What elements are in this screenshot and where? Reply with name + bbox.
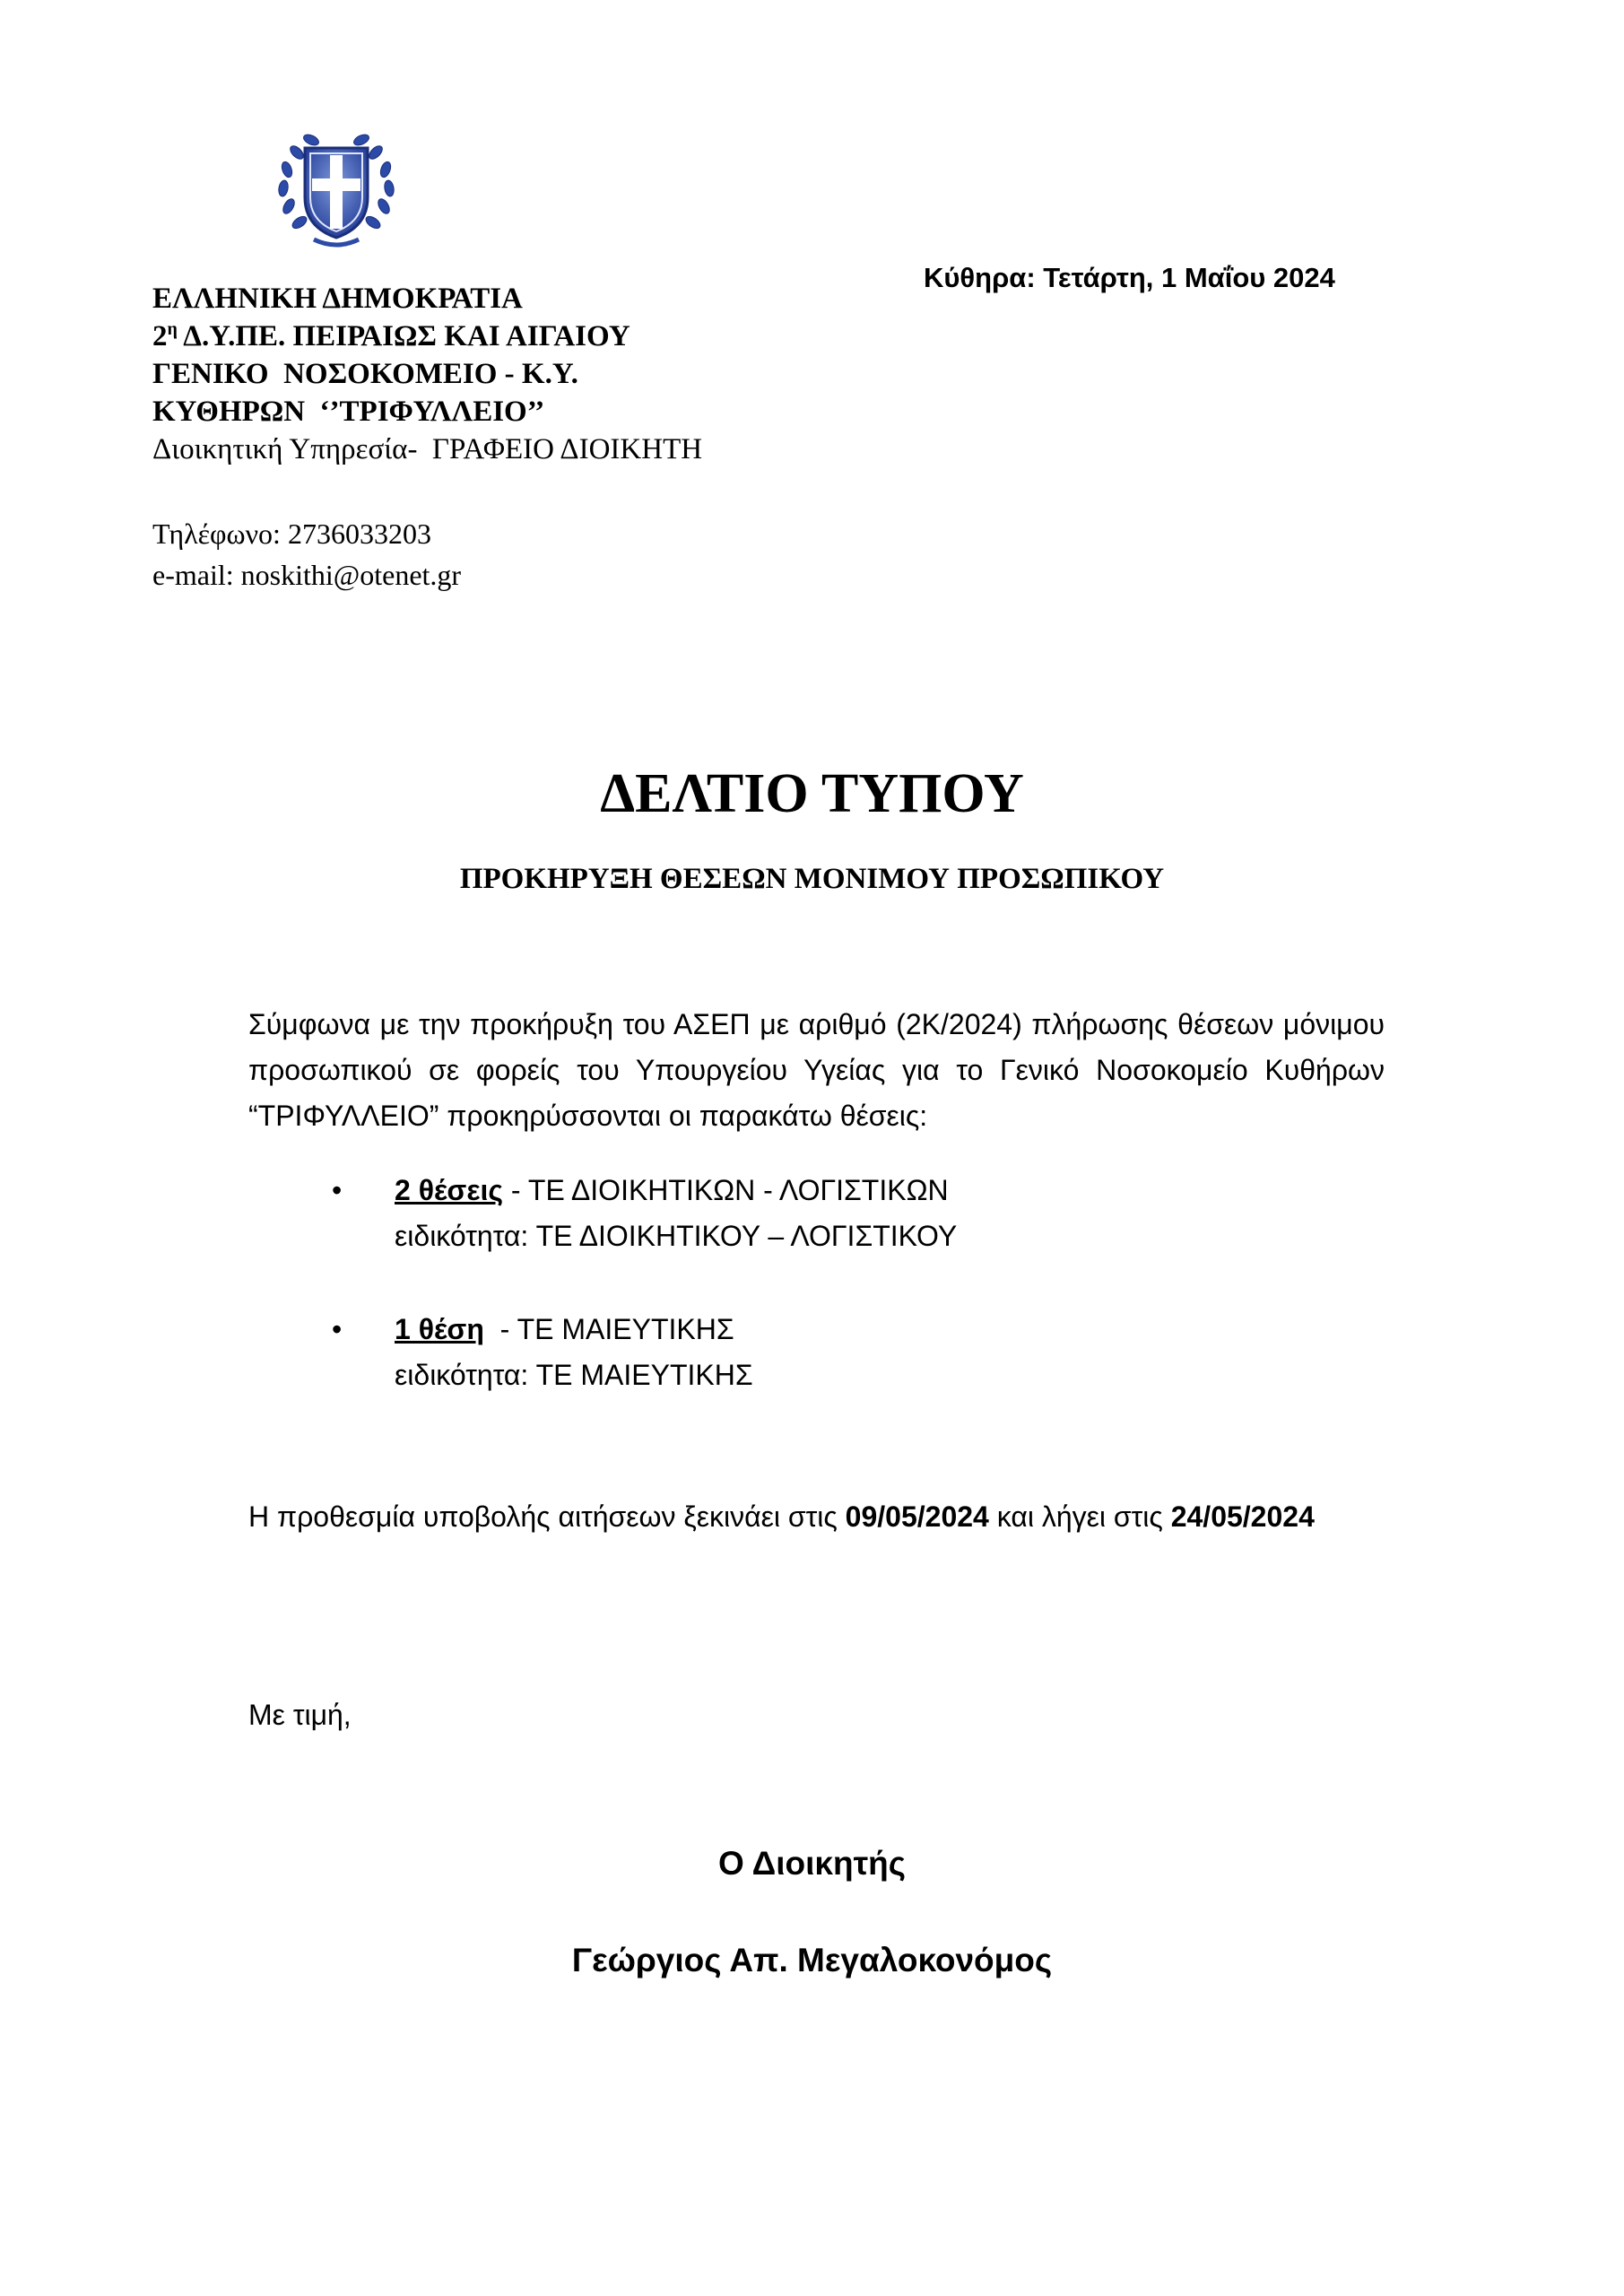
list-item (332, 1168, 1318, 1259)
bullet-glyph: • (332, 1174, 343, 1206)
signatory-name: Γεώργιος Απ. Μεγαλοκονόμος (571, 1942, 1053, 1979)
document-subtitle: ΠΡΟΚΗΡΥΞΗ ΘΕΣΕΩΝ ΜΟΝΙΜΟΥ ΠΡΟΣΩΠΙΚΟΥ (459, 863, 1165, 895)
list-item (332, 1307, 1318, 1398)
org-line-1: ΕΛΛΗΝΙΚΗ ΔΗΜΟΚΡΑΤΙΑ (152, 283, 523, 315)
date-line: Κύθηρα: Τετάρτη, 1 Μαΐου 2024 (924, 262, 1335, 293)
phone-line: Τηλέφωνο: 2736033203 (152, 517, 431, 550)
sender-block (152, 280, 834, 468)
positions-list (332, 1168, 1318, 1446)
position-category: - ΤΕ ΜΑΙΕΥΤΙΚΗΣ (483, 1313, 734, 1345)
bullet-glyph: • (332, 1313, 343, 1345)
position-count: 2 θέσεις (395, 1174, 504, 1206)
document-title: ΔΕΛΤΙΟ ΤΥΠΟΥ (600, 763, 1024, 824)
signatory-title: Ο Διοικητής (717, 1845, 907, 1882)
email-line: e-mail: noskithi@otenet.gr (152, 559, 462, 591)
intro-paragraph: Σύμφωνα με την προκήρυξη του ΑΣΕΠ με αριθμό (2Κ/2024) πλήρωσης θέσεων μόνιμου προσωπικού σε φορείς του Υπουργείου Υγείας για το Γενικό Νοσοκομείο Κυθήρων “ΤΡΙΦΥΛΛΕΙΟ” προκηρύσσονται οι παρακάτω θέσεις: (248, 1008, 1385, 1132)
org-line-5: Διοικητική Υπηρεσία- ΓΡΑΦΕΙΟ ΔΙΟΙΚΗΤΗ (152, 433, 703, 465)
deadline-start: 09/05/2024 (845, 1500, 989, 1533)
position-count: 1 θέση (395, 1313, 484, 1345)
deadline-end: 24/05/2024 (1170, 1500, 1315, 1533)
greek-coat-of-arms-icon (269, 121, 404, 256)
org-line-2: $2^\eta$ Δ.Υ.ΠΕ. ΠΕΙΡΑΙΩΣ ΚΑΙ ΑΙΓΑΙΟΥ (152, 319, 630, 352)
org-line-3: ΓΕΝΙΚΟ ΝΟΣΟΚΟΜΕΙΟ - Κ.Υ. (152, 358, 578, 390)
position-specialty: ειδικότητα: ΤΕ ΜΑΙΕΥΤΙΚΗΣ (395, 1359, 753, 1391)
org-line-4: ΚΥΘΗΡΩΝ ‘’ΤΡΙΦΥΛΛΕΙΟ’’ (152, 396, 545, 428)
contact-block (152, 513, 461, 596)
greeting: Με τιμή, (248, 1699, 352, 1731)
deadline-paragraph: Η προθεσμία υποβολής αιτήσεων ξεκινάει στις 09/05/2024 και λήγει στις 24/05/2024 (248, 1500, 1315, 1533)
position-category: - ΤΕ ΔΙΟΙΚΗΤΙΚΩΝ - ΛΟΓΙΣΤΙΚΩΝ (503, 1174, 949, 1206)
position-specialty: ειδικότητα: ΤΕ ΔΙΟΙΚΗΤΙΚΟΥ – ΛΟΓΙΣΤΙΚΟΥ (395, 1220, 958, 1252)
